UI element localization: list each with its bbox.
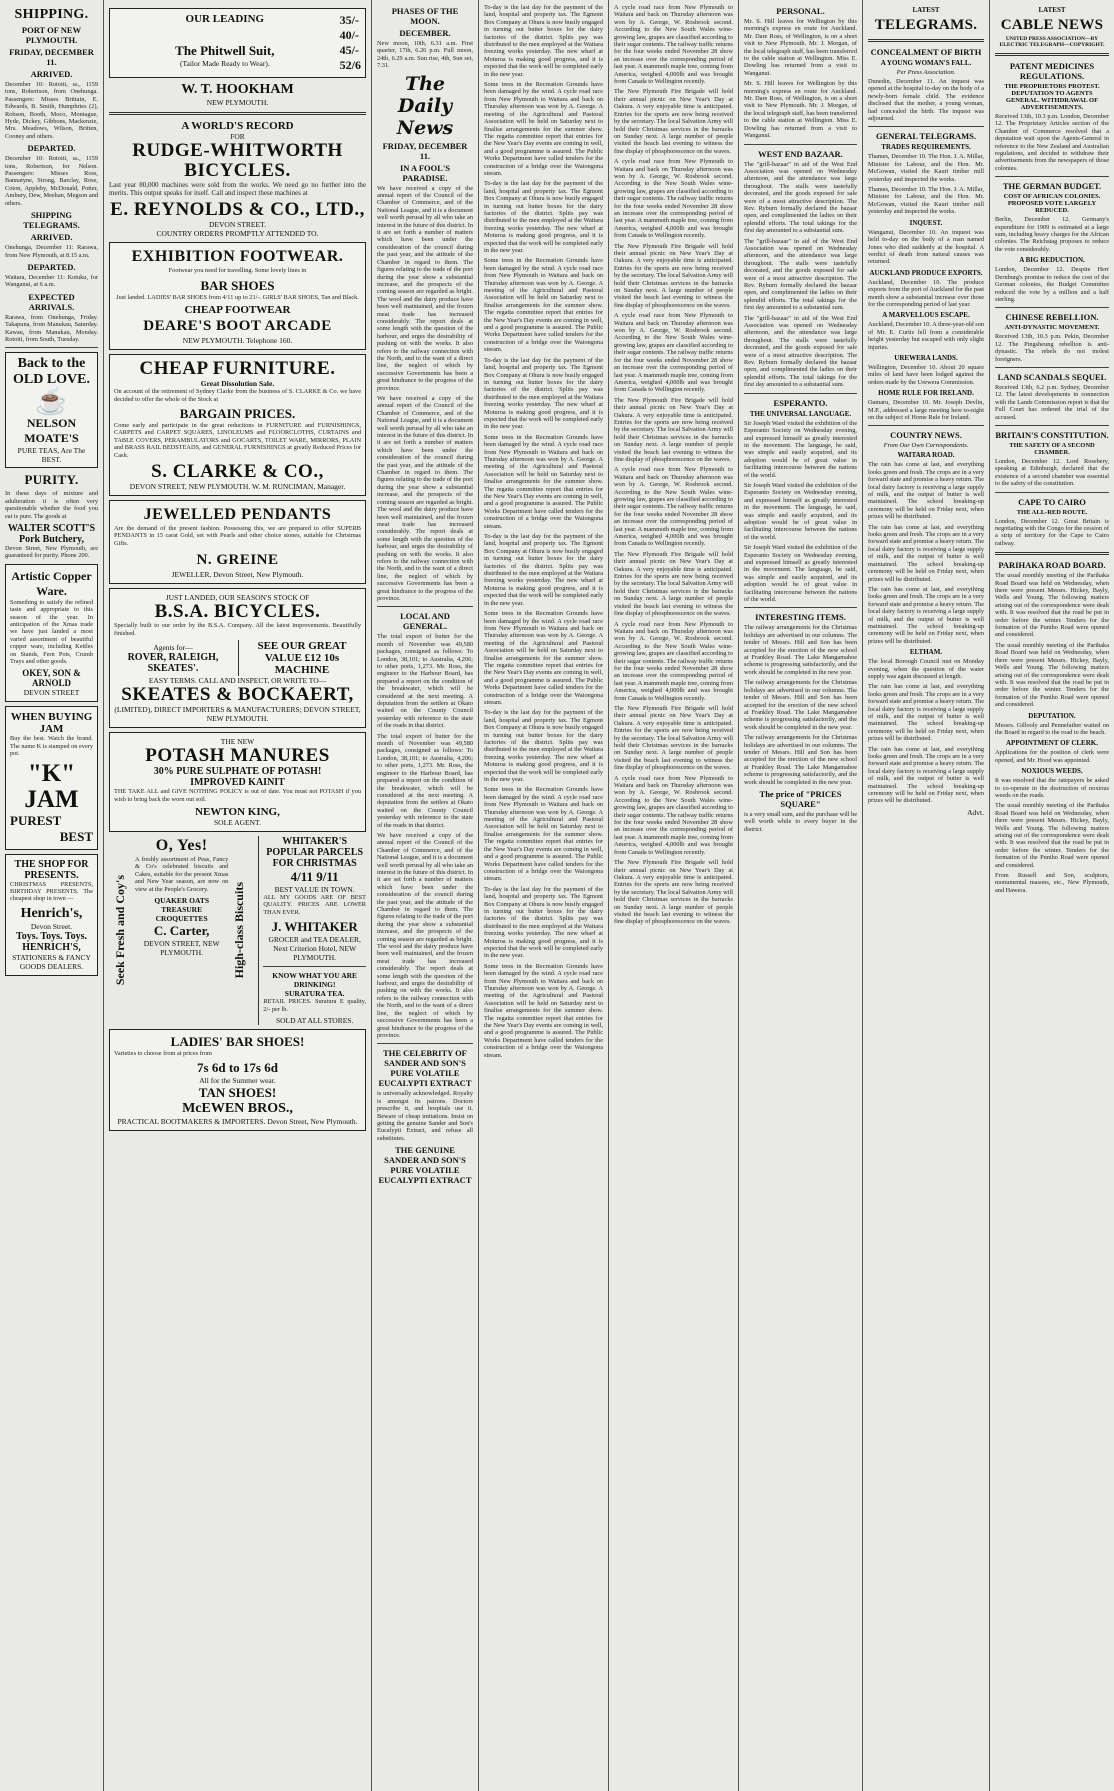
- escape-text: Auckland, December 10. A three-year-old son of Mr. E. Curtis fell from a considerable height yesterday but escaped with only slight injuries.: [868, 321, 984, 351]
- bazaar-text-cont: The "grill-bazaar" in aid of the West End Association was opened on Wednesday afternoon, and the attendance was large throughout. The stalls were tastefully decorated, and the goods exposed for sale were of a most attractive description. The Rev. Ryburn formally declared the bazaar open, and complimented the ladies on their splendid efforts. The total takings for the first day amounted to a substantial sum.: [744, 237, 857, 312]
- britain-heading: BRITAIN'S CONSTITUTION.: [995, 429, 1109, 440]
- column-personal: [739, 0, 862, 1791]
- oyes-heading: O, Yes!: [155, 836, 208, 854]
- column-cable: [990, 0, 1114, 1791]
- okey-sub: DEVON STREET: [23, 688, 80, 698]
- home-rule-heading: HOME RULE FOR IRELAND.: [878, 389, 974, 398]
- news-body: To-day is the last day for the payment of the land, hospital and property tax. The Egmont Box Company at Ohura is now busily engaged in turning out butter boxes for the dairy factories of the district. Splits pay was distributed to the men employed at the Waitara freezing works yesterday. The new wharf at Moturoa is making good progress, and it is expected that the work will be completed early in the new year.: [484, 356, 603, 431]
- news-body: Some trees in the Recreation Grounds have been damaged by the wind. A cycle road race from New Plymouth to Waitara and back on Thursday afternoon was won by A. George. A meeting of the Agricultural and Pastoral Association will be held on Saturday next to finalise arrangements for the summer show. The regatta committee report that entries for the New Year's Day events are coming in well, and a good programme is assured. The Public Works Department have called tenders for the construction of a bridge over the Waiongona stream.: [484, 786, 603, 883]
- cape-sub: THE ALL-RED ROUTE.: [1016, 508, 1088, 516]
- divider: [995, 53, 1109, 56]
- jam-advert: [5, 706, 98, 849]
- patent-text: Received 13th, 10.3 p.m. London, December 12. The Proprietary Articles section of the Chamber of Commerce resolved that a deputation wait upon the Agents-General in reference to the New Zealand and Australian regulations, and decided to withdraw their advertisements from the newspapers of those colonies.: [995, 113, 1109, 172]
- land-text: Received 13th, 6.2 p.m. Sydney, December 12. The latest developments in connection with the Lands Commission report is that the Full Court has ordered the trial of the accused.: [995, 383, 1109, 421]
- suratura: SURATURA TEA.: [284, 989, 345, 999]
- personal-heading: PERSONAL.: [776, 6, 825, 16]
- nelson-moate: NELSON MOATE'S: [24, 416, 79, 446]
- noxious-text: It was resolved that the ratepayers be asked to co-operate in the destruction of noxious weeds on the roads.: [995, 777, 1109, 799]
- price-heading: The price of "PRICES SQUARE": [759, 788, 842, 809]
- divider: [744, 393, 857, 394]
- chinese-sub: ANTI-DYNASTIC MOVEMENT.: [1004, 324, 1100, 332]
- sold-at: SOLD AT ALL STORES.: [275, 1015, 354, 1025]
- esperanto-text-cont: Sir Joseph Ward visited the exhibition of the Esperanto Society on Wednesday evening, and expressed himself as greatly interested in the movement. The language, he said, was simple and easily acquired, and its adoption would be of great value in facilitating intercourse between the nations of the world.: [744, 481, 857, 541]
- news-body: The New Plymouth Fire Brigade will hold their annual picnic on New Year's Day at Oakura. A very enjoyable time is anticipated. Entries for the sports are now being received by the secretary. The local Salvation Army will hold their Christmas services in the barracks on Sunday next. A large number of people visited the beach last evening to witness the fine display of phosphorescence on the waves.: [614, 859, 733, 926]
- news-body: A cycle road race from New Plymouth to Waitara and back on Thursday afternoon was won by A. George, W. Rosbrook second. According to the New South Wales wine-growing law, grapes are classified according to their sugar contents. The railway traffic returns for the four weeks ended November 28 show an increase over the corresponding period of last year. A mammoth maple tree, coming from America, weighed 4,000lb and was brought from Canada to Wellington recently.: [614, 158, 733, 240]
- expected-heading: EXPECTED ARRIVALS.: [28, 291, 75, 312]
- land-heading: LAND SCANDALS SEQUEL: [997, 371, 1107, 382]
- leader-body: We have received a copy of the annual report of the Council of the Chamber of Commerce, and of the National League, and it is a document well worth perusal by all who take an interest in the future of this district. In it are set forth a number of matters which have been under the consideration of the council during the past year, and the attitude of the Chamber in regard to them. The figures relating to the trade of the port during the year show a substantial increase, and the prospects of the coming season are regarded as bright. The wool and the dairy produce have been well maintained, and the frozen meat trade has increased considerably. The report deals at some length with the question of the harbour, and urges the desirability of pushing on with the works. It also refers to the railway connection with the North, and to the want of a direct line, the neglect of which by successive Governments has been a great hindrance to the progress of the province.: [377, 184, 473, 392]
- esperanto-heading: ESPERANTO.: [773, 397, 828, 408]
- henrichs-2-sub: STATIONERS & FANCY GOODS DEALERS.: [12, 952, 91, 971]
- henrichs: Henrich's,: [20, 905, 83, 921]
- bicycle-brands: ROVER, RALEIGH, SKEATES'.: [127, 651, 219, 674]
- record-sub: FOR: [230, 132, 245, 141]
- carter-sub: DEVON STREET, NEW PLYMOUTH.: [143, 938, 220, 957]
- phitwell: The Phitwell Suit,: [175, 43, 275, 58]
- furniture-text-2: Come early and participate in the great reductions in FURNITURE and FURNISHINGS, CARPETS and CARPET SQUARES, LINOLEUMS and FLOORCLOTHS, CURTAINS and TABLE COVERS, PERAMBULATORS and GOCARTS, TOILET WARE, MIRRORS, PLAIN and BRASS RAIL BEDSTEADS, and GENERAL FURNISHINGS at greatly Reduced Prices for Cash.: [114, 422, 361, 459]
- country-news-heading: COUNTRY NEWS.: [890, 430, 962, 441]
- oyes-text: A freshly assortment of Peas, Fancy & Co's celebrated biscuits and Cakes, suitable for the present Xmas and New Year season, are now on view at the People's Grocery.: [135, 855, 229, 893]
- price: 40/-: [339, 28, 359, 42]
- appointment-text: Applications for the position of clerk were opened, and Mr. Hood was appointed.: [995, 749, 1109, 764]
- deare-name: DEARE'S BOOT ARCADE: [143, 318, 332, 335]
- divider: [377, 1043, 473, 1044]
- cape-heading: CAPE TO CAIRO: [1018, 496, 1086, 507]
- eltham-heading: ELTHAM.: [909, 648, 943, 657]
- drinking: KNOW WHAT YOU ARE DRINKING!: [272, 971, 358, 990]
- arrived-heading: ARRIVED.: [30, 69, 73, 79]
- presents-advert: [5, 854, 98, 976]
- whitaker-text: ALL MY GOODS ARE OF BEST QUALITY. PRICES ARE LOWER THAN EVER.: [263, 893, 366, 916]
- mcewen-name: McEWEN BROS.,: [182, 1101, 293, 1117]
- cable-sub: UNITED PRESS ASSOCIATION—BY ELECTRIC TELEGRAPH—COPYRIGHT.: [999, 36, 1105, 48]
- divider: [995, 307, 1109, 308]
- tan-shoes: TAN SHOES!: [198, 1085, 277, 1101]
- purity-text: In these days of mixture and adulteration it is often very questionable whether the food you eat is pure. The goods at: [5, 490, 98, 520]
- potash-new: THE NEW: [220, 737, 255, 747]
- country-text: The rain has come at last, and everything looks green and fresh. The crops are in a very forward state and promise a heavy return. The local dairy factory is receiving a large supply of milk, and the output of butter is well maintained. The school breaking-up ceremony will be held on Friday next, when prizes will be distributed.: [868, 461, 984, 521]
- clarke-sub: DEVON STREET, NEW PLYMOUTH. W. M. RUNCIMAN, Manager.: [129, 482, 346, 492]
- easy-terms: EASY TERMS. CALL AND INSPECT, OR WRITE TO—: [148, 676, 327, 686]
- walter-scott: WALTER SCOTT'S: [7, 522, 96, 534]
- divider: [995, 552, 1109, 555]
- britain-sub: THE SAFETY OF A SECOND CHAMBER.: [1009, 441, 1095, 456]
- price: 52/6: [339, 58, 361, 72]
- port-heading: PORT OF NEW PLYMOUTH.: [21, 25, 82, 45]
- when-buying-jam: WHEN BUYING JAM: [10, 711, 93, 736]
- clarke-name: S. CLARKE & CO.,: [151, 461, 324, 483]
- tele-arrived-text: Onehunga, December 11: Rarawa, from New Plymouth, at 8.15 a.m.: [5, 244, 98, 259]
- urewera-heading: UREWERA LANDS.: [894, 353, 958, 362]
- hookham-name: W. T. HOOKHAM: [181, 82, 294, 97]
- price-text: is a very small sum, and the purchase will be well worth while to every buyer in the district.: [744, 810, 857, 833]
- column-adverts: [104, 0, 371, 1791]
- press-association: Per Press Association.: [896, 69, 956, 76]
- news-body: The New Plymouth Fire Brigade will hold their annual picnic on New Year's Day at Oakura. A very enjoyable time is anticipated. Entries for the sports are now being received by the secretary. The local Salvation Army will hold their Christmas services in the barracks on Sunday next. A large number of people visited the beach last evening to witness the fine display of phosphorescence on the waves.: [614, 88, 733, 155]
- reduction-text: London, December 12. Despite Herr Dernburg's promise to reduce the cost of the German colonies, the Budget Committee reduced the vote by a million and a half sterling.: [995, 266, 1109, 303]
- column-news-2: [609, 0, 738, 1791]
- parihaka-text-cont: The usual monthly meeting of the Parihaka Road Board was held on Wednesday, when there were present Messrs. Hickey, Bayly, Wells and Young. The following matters arising out of the correspondence were dealt with. It was resolved that the road be put in order before the winter. Tenders for the formation of the Puniho Road were opened and considered.: [995, 641, 1109, 709]
- country-text-cont: The rain has come at last, and everything looks green and fresh. The crops are in a very forward state and promise a heavy return. The local dairy factory is receiving a large supply of milk, and the output of butter is well maintained. The school breaking-up ceremony will be held on Friday next, when prizes will be distributed.: [868, 523, 984, 583]
- latest-label: LATEST: [912, 6, 940, 14]
- tele-departed-text: Waitara, December 11: Kotuku, for Wanganui, at 6 a.m.: [5, 273, 98, 289]
- cheap-footwear: CHEAP FOOTWEAR: [184, 304, 291, 317]
- budget-sub: COST OF AFRICAN COLONIES. PROPOSED VOTE LARGELY REDUCED.: [1003, 193, 1101, 215]
- local-general-heading: LOCAL AND GENERAL.: [400, 611, 450, 632]
- whitaker-heading: WHITAKER'S POPULAR PARCELS FOR CHRISTMAS: [266, 835, 364, 869]
- k-jam: "K" JAM: [24, 759, 79, 813]
- tea-advert: [5, 352, 98, 468]
- newton-sub: SOLE AGENT.: [214, 817, 261, 827]
- chinese-text: Received 13th, 10.3 p.m. Pekin, December 12. The Pingsheung rebellion is anti-dynastic. The rebels do not molest foreigners.: [995, 333, 1109, 363]
- whitaker-advert: [258, 836, 366, 1025]
- agents-label: Agents for—: [153, 642, 193, 652]
- furniture-heading: CHEAP FURNITURE.: [139, 358, 336, 380]
- sander-genuine: THE GENUINE SANDER AND SON'S PURE VOLATILE EUCALYPTI EXTRACT: [378, 1145, 472, 1186]
- sander-text: is universally acknowledged. Royalty is amongst its patrons. Doctors prescribe it, and hospitals use it. Beware of cheap imitations. Insist on getting the genuine Sander and Son's Eucalypti Extract, and refuse all substitutes.: [377, 1090, 473, 1142]
- whitaker-prices: 4/11 9/11: [290, 868, 339, 884]
- quaker-oats: QUAKER OATS: [154, 895, 209, 905]
- news-body: Some trees in the Recreation Grounds have been damaged by the wind. A cycle road race from New Plymouth to Waitara and back on Thursday afternoon was won by A. George. A meeting of the Agricultural and Pastoral Association will be held on Saturday next to finalise arrangements for the summer show. The regatta committee report that entries for the New Year's Day events are coming in well, and a good programme is assured. The Public Works Department have called tenders for the construction of a bridge over the Waiongona stream.: [484, 433, 603, 530]
- produce-text: Auckland, December 10. The produce exports from the port of Auckland for the past month show a substantial increase over those for the corresponding period of last year.: [868, 278, 984, 308]
- divider: [263, 966, 366, 967]
- parihaka-text: The usual monthly meeting of the Parihaka Road Board was held on Wednesday, when there were present Messrs. Hickey, Bayly, Wells and Young. The following matters arising out of the correspondence were dealt with. It was resolved that the road be put in order before the winter. Tenders for the formation of the Puniho Road were opened and considered.: [995, 572, 1109, 639]
- whitaker-sub: GROCER and TEA DEALER, Next Criterion Hotel, NEW PLYMOUTH.: [268, 935, 361, 963]
- jam-text: Buy the best. Watch the brand. The name K is stamped on every pot.: [10, 735, 93, 758]
- shipping-telegrams-heading: SHIPPING TELEGRAMS.: [23, 210, 80, 231]
- column-news-1: [479, 0, 608, 1791]
- divider: [995, 425, 1109, 426]
- news-body: A cycle road race from New Plymouth to Waitara and back on Thursday afternoon was won by A. George, W. Rosbrook second. According to the New South Wales wine-growing law, grapes are classified according to their sugar contents. The railway traffic returns for the four weeks ended November 28 show an increase over the corresponding period of last year. A mammoth maple tree, coming from America, weighed 4,000lb and was brought from Canada to Wellington recently.: [614, 312, 733, 394]
- skeates-sub: (LIMITED), DIRECT IMPORTERS & MANUFACTURERS; DEVON STREET, NEW PLYMOUTH.: [114, 705, 361, 724]
- carter-name: C. Carter,: [153, 922, 210, 938]
- potash-heading: POTASH MANURES: [145, 745, 330, 767]
- sander-heading: THE CELEBRITY OF SANDER AND SON'S PURE VOLATILE EUCALYPTI EXTRACT: [378, 1048, 472, 1089]
- leader-body-cont: We have received a copy of the annual report of the Council of the Chamber of Commerce, and of the National League, and it is a document well worth perusal by all who take an interest in the future of this district. In it are set forth a number of matters which have been under the consideration of the council during the past year, and the attitude of the Chamber in regard to them. The figures relating to the trade of the port during the year show a substantial increase, and the prospects of the coming season are regarded as bright. The wool and the dairy produce have been well maintained, and the frozen meat trade has increased considerably. The report deals at some length with the question of the harbour, and urges the desirability of pushing on with the works. It also refers to the railway connection with the North, and to the want of a direct line, the neglect of which by successive Governments has been a great hindrance to the progress of the province.: [377, 395, 473, 602]
- moon-text: New moon, 10th, 6.31 a.m. First quarter, 17th, 6.26 p.m. Full moon, 24th, 6.29 a.m. Sun rise, 4th, Sun set, 7.31.: [377, 40, 473, 70]
- cable-heading: CABLE NEWS: [1000, 17, 1104, 33]
- exhibition-text: Footwear you need for travelling. Some lovely lines in: [168, 267, 307, 275]
- conceal-heading: CONCEALMENT OF BIRTH: [870, 47, 982, 57]
- column-telegrams: [863, 0, 989, 1791]
- deputation-text: Messrs. Gillooly and Pennefather waited on the Board in regard to the road to the beach.: [995, 721, 1109, 736]
- deare-sub: NEW PLYMOUTH. Telephone 160.: [182, 336, 293, 346]
- shipping-date: FRIDAY, DECEMBER 11.: [9, 47, 94, 67]
- news-body: Some trees in the Recreation Grounds have been damaged by the wind. A cycle road race from New Plymouth to Waitara and back on Thursday afternoon was won by A. George. A meeting of the Agricultural and Pastoral Association will be held on Saturday next to finalise arrangements for the summer show. The regatta committee report that entries for the New Year's Day events are coming in well, and a good programme is assured. The Public Works Department have called tenders for the construction of a bridge over the Waiongona stream.: [484, 962, 603, 1059]
- noxious-heading: NOXIOUS WEEDS.: [1021, 767, 1083, 776]
- potash-line-1: 30% PURE SULPHATE OF POTASH!: [153, 766, 322, 778]
- hookham-sub: NEW PLYMOUTH.: [206, 98, 269, 107]
- ladies-text: Varieties to choose from at prices from: [114, 1049, 212, 1057]
- bsa-intro: JUST LANDED, OUR SEASON'S STOCK OF: [165, 593, 310, 603]
- interesting-text: The railway arrangements for the Christmas holidays are advertised in our columns. The tender of Messrs. Hill and Son has been accepted for the erection of the new school at Frankley Road. The Lake Mangamahoe scheme is progressing satisfactorily, and the work should be completed in the new year.: [744, 624, 857, 676]
- rudge-heading: RUDGE-WHITWORTH BICYCLES.: [132, 140, 343, 181]
- leading-heading: OUR LEADING: [185, 13, 265, 25]
- bottom-adverts: [109, 836, 366, 1025]
- cape-text: London, December 12. Great Britain is negotiating with the Congo for the cession of a strip of territory for the Cape to Cairo railway.: [995, 517, 1109, 547]
- column-shipping: [0, 0, 103, 1791]
- treasure: TREASURE: [161, 904, 203, 914]
- retail-prices: RETAIL PRICES. Suratura E quality, 2/- per lb.: [263, 998, 366, 1013]
- moon-heading: PHASES OF THE MOON.: [391, 6, 459, 26]
- trades-heading: TRADES REQUIREMENTS.: [881, 143, 971, 152]
- divider: [868, 126, 984, 127]
- ladies-sub: All for the Summer wear.: [199, 1076, 276, 1086]
- phitwell-sub: (Tailor Made Ready to Wear).: [179, 59, 270, 68]
- budget-heading: THE GERMAN BUDGET.: [1002, 181, 1102, 192]
- divider: [377, 606, 473, 607]
- urewera-text: Wellington, December 10. About 20 square miles of land have been lodged against the orders made by the Urewera Commission.: [868, 363, 984, 386]
- divider: [744, 607, 857, 608]
- mcewen-advert: [109, 1029, 366, 1131]
- personal-text: Mr. S. Hill leaves for Wellington by this morning's express en route for Auckland. Mr. Dare Ross, of Wellington, is on a short visit to New Plymouth. Mr. J. Morgan, of the local telegraph staff, has been transferred to the cable station at Wellington. Miss E. Dowling has returned from a visit to Wanganui.: [744, 18, 857, 77]
- price: 35/-: [339, 13, 359, 27]
- news-body: Some trees in the Recreation Grounds have been damaged by the wind. A cycle road race from New Plymouth to Waitara and back on Thursday afternoon was won by A. George. A meeting of the Agricultural and Pastoral Association will be held on Saturday next to finalise arrangements for the summer show. The regatta committee report that entries for the New Year's Day events are coming in well, and a good programme is assured. The Public Works Department have called tenders for the construction of a bridge over the Waiongona stream.: [484, 257, 603, 354]
- purest: PUREST: [10, 812, 62, 828]
- rudge-text: Last year 80,000 machines were sold from the works. We need go no further into the merits. This output speaks for itself. Call and inspect these machines at: [109, 181, 366, 198]
- patent-sub: THE PROPRIETORS PROTEST. DEPUTATION TO AGENTS GENERAL. WITHDRAWAL OF ADVERTISEMENTS.: [1004, 83, 1100, 111]
- divider: [995, 492, 1109, 493]
- exhibition-heading: EXHIBITION FOOTWEAR.: [131, 248, 344, 266]
- country-text-cont-4: The rain has come at last, and everything looks green and fresh. The crops are in a very forward state and promise a heavy return. The local dairy factory is receiving a large supply of milk, and the output of butter is well maintained. The school breaking-up ceremony will be held on Friday next, when prizes will be distributed.: [868, 745, 984, 805]
- parihaka-heading: PARIHAKA ROAD BOARD.: [998, 560, 1106, 571]
- exhibition-advert: [109, 242, 366, 350]
- column-leader: [372, 0, 478, 1791]
- pork-sub: Devon Street, New Plymouth, are guaranteed for purity. Phone 200.: [5, 544, 98, 560]
- reduction-heading: A BIG REDUCTION.: [1019, 256, 1085, 265]
- reynolds-sub: DEVON STREET.: [209, 220, 266, 230]
- news-body: A cycle road race from New Plymouth to Waitara and back on Thursday afternoon was won by A. George, W. Rosbrook second. According to the New South Wales wine-growing law, grapes are classified according to their sugar contents. The railway traffic returns for the four weeks ended November 28 show an increase over the corresponding period of last year. A mammoth maple tree, coming from America, weighed 4,000lb and was brought from Canada to Wellington recently.: [614, 620, 733, 702]
- ladies-heading: LADIES' BAR SHOES!: [170, 1033, 305, 1049]
- news-body: The New Plymouth Fire Brigade will hold their annual picnic on New Year's Day at Oakura. A very enjoyable time is anticipated. Entries for the sports are now being received by the secretary. The local Salvation Army will hold their Christmas services in the barracks on Sunday next. A large number of people visited the beach last evening to witness the fine display of phosphorescence on the waves.: [614, 704, 733, 772]
- divider: [995, 176, 1109, 177]
- copper-text: Something to satisfy the refined taste and appropriate to this season of the year. In anticipation of the Xmas trade we have just landed a most varied assortment of beautiful copper ware, including Kettles on Stands, Fern Pots, Crumb Trays and other goods.: [10, 598, 93, 666]
- britain-text: London, December 12. Lord Rosebery, speaking at Edinburgh, declared that the existence of a second chamber was essential to the safety of the constitution.: [995, 457, 1109, 488]
- seek-fresh-side: Seek Fresh and Coy's: [112, 875, 127, 986]
- budget-text: Berlin, December 12. Germany's expenditure for 1909 is estimated at a large sum, including heavy charges for the African colonies. The Reichstag proposes to reduce the vote considerably.: [995, 216, 1109, 253]
- departed-text: December 10: Rotoiti, ss., 1159 tons, Robertson, for Nelson. Passengers: Misses Ross, Bannatyne, Strong, Barclay, Rose, Coton, Appleby, McDonald, Potter, Ambury, Dew, Meehan, Megson and others.: [5, 155, 98, 207]
- bsa-advert: [109, 588, 366, 728]
- country-text-cont-3: The rain has come at last, and everything looks green and fresh. The crops are in a very forward state and promise a heavy return. The local dairy factory is receiving a large supply of milk, and the output of butter is well maintained. The school breaking-up ceremony will be held on Friday next, when prizes will be distributed.: [868, 683, 984, 743]
- moon-month: DECEMBER.: [399, 28, 451, 38]
- purity-heading: PURITY.: [24, 472, 79, 488]
- price: 45/-: [339, 43, 359, 57]
- back-to-old-love: Back to the OLD LOVE.: [12, 356, 90, 388]
- arrived-text: December 10: Rotoiti, ss., 1159 tons, Robertson, from Onehunga. Passengers: Misses Brittain, E. Edwards, B. Smith, Humphries (2), Robson, Booth, Moco, Montague, Hyde, Dickey, Gibbons, Mackenzie, Mrs. Meadows, Wilson, Britten, Cooney and others.: [5, 81, 98, 140]
- best: BEST: [59, 828, 93, 844]
- tele-arrived-heading: ARRIVED.: [30, 232, 73, 243]
- mcewen-sub: PRACTICAL BOOTMAKERS & IMPORTERS. Devon Street, New Plymouth.: [117, 1117, 358, 1127]
- potash-line-2: IMPROVED KAINIT: [190, 777, 285, 789]
- shop-text: CHRISTMAS PRESENTS, BIRTHDAY PRESENTS. The cheapest shop in town —: [10, 880, 93, 903]
- news-body: The New Plymouth Fire Brigade will hold their annual picnic on New Year's Day at Oakura. A very enjoyable time is anticipated. Entries for the sports are now being received by the secretary. The local Salvation Army will hold their Christmas services in the barracks on Sunday next. A large number of people visited the beach last evening to witness the fine display of phosphorescence on the waves.: [614, 242, 733, 309]
- exhibition-text-2: Just landed. LADIES' BAR SHOES from 4/11 up to 21/-. GIRLS' BAR SHOES, Tan and Black.: [116, 293, 359, 301]
- toys: Toys. Toys. Toys.: [15, 930, 88, 942]
- divider: [5, 347, 98, 348]
- furniture-sub: Great Dissolution Sale.: [200, 379, 275, 389]
- bsa-text: Specially built to our order by the B.S.A. Company. All the latest improvements. Beautifully finished.: [114, 622, 361, 637]
- news-body: To-day is the last day for the payment of the land, hospital and property tax. The Egmont Box Company at Ohura is now busily engaged in turning out butter boxes for the dairy factories of the district. Splits pay was distributed to the men employed at the Waitara freezing works yesterday. The new wharf at Moturoa is making good progress, and it is expected that the work will be completed early in the new year.: [484, 885, 603, 960]
- closing-text: From Russell and Son, sculptors, monumental masons, etc., New Plymouth, and Hawera.: [995, 872, 1109, 894]
- furniture-advert: [109, 354, 366, 496]
- personal-text-cont: Mr. S. Hill leaves for Wellington by this morning's express en route for Auckland. Mr. Dare Ross, of Wellington, is on a short visit to New Plymouth. Mr. J. Morgan, of the local telegraph staff, has been transferred to the cable station at Wellington. Miss E. Dowling has returned from a visit to Wanganui.: [744, 80, 857, 140]
- teapot-icon: ☕: [35, 387, 68, 417]
- pendants-heading: JEWELLED PENDANTS: [143, 506, 332, 524]
- escape-heading: A MARVELLOUS ESCAPE.: [882, 311, 970, 320]
- produce-heading: AUCKLAND PRODUCE EXPORTS.: [869, 268, 983, 277]
- trades-text-cont: Thames, December 10. The Hon. J. A. Millar, Minister for Labour, and the Hon. Mr. McGowan, visited the Kauri timber mill yesterday and inspected the works.: [868, 186, 984, 216]
- reynolds-note: COUNTRY ORDERS PROMPTLY ATTENDED TO.: [156, 229, 319, 239]
- news-body: The New Plymouth Fire Brigade will hold their annual picnic on New Year's Day at Oakura. A very enjoyable time is anticipated. Entries for the sports are now being received by the secretary. The local Salvation Army will hold their Christmas services in the barracks on Sunday next. A large number of people visited the beach last evening to witness the fine display of phosphorescence on the waves.: [614, 550, 733, 618]
- advt-label: Advt.: [967, 807, 984, 817]
- croquettes: CROQUETTES: [155, 913, 208, 923]
- bsa-heading: B.S.A. BICYCLES.: [154, 601, 321, 623]
- appointment-heading: APPOINTMENT OF CLERK.: [1006, 739, 1098, 748]
- furniture-text: On account of the retirement of Sydney Clarke from the business of S. CLARKE & Co. we have decided to offer the whole of the Stock at: [114, 388, 361, 403]
- esperanto-text-cont-2: Sir Joseph Ward visited the exhibition of the Esperanto Society on Wednesday evening, and expressed himself as greatly interested in the movement. The language, he said, was simple and easily acquired, and its adoption would be of great value in facilitating intercourse between the nations of the world.: [744, 544, 857, 604]
- general-telegrams-heading: GENERAL TELEGRAMS.: [876, 131, 976, 142]
- trades-text: Thames, December 10. The Hon. J. A. Millar, Minister for Labour, and the Hon. Mr. McGowan, visited the Kauri timber mill yesterday and inspected the works.: [868, 153, 984, 183]
- conceal-sub: A YOUNG WOMAN'S FALL.: [880, 59, 972, 67]
- news-body: To-day is the last day for the payment of the land, hospital and property tax. The Egmont Box Company at Ohura is now busily engaged in turning out butter boxes for the dairy factories of the district. Splits pay was distributed to the men employed at the Waitara freezing works yesterday. The new wharf at Moturoa is making good progress, and it is expected that the work will be completed early in the new year.: [484, 4, 603, 78]
- bar-shoes: BAR SHOES: [200, 277, 275, 293]
- potash-text: THE TAKE ALL and GIVE NOTHING POLICY is out of date. You must not POTASH if you wish to bring back the worn out soil.: [114, 788, 361, 803]
- esperanto-text: Sir Joseph Ward visited the exhibition of the Esperanto Society on Wednesday evening, and expressed himself as greatly interested in the movement. The language, he said, was simple and easily acquired, and its adoption would be of great value in facilitating intercourse between the nations of the world.: [744, 419, 857, 479]
- divider: [868, 39, 984, 42]
- copper-heading: Artistic Copper Ware.: [11, 568, 92, 598]
- newton-king: NEWTON KING,: [195, 805, 280, 818]
- biscuits-side: High-class Biscuits: [232, 882, 247, 979]
- shipping-heading: SHIPPING.: [14, 7, 89, 22]
- copper-advert: [5, 564, 98, 703]
- news-body: To-day is the last day for the payment of the land, hospital and property tax. The Egmont Box Company at Ohura is now busily engaged in turning out butter boxes for the dairy factories of the district. Splits pay was distributed to the men employed at the Waitara freezing works yesterday. The new wharf at Moturoa is making good progress, and it is expected that the work will be completed early in the new year.: [484, 709, 603, 784]
- esperanto-sub: THE UNIVERSAL LANGUAGE.: [749, 409, 852, 418]
- bazaar-text-cont-2: The "grill-bazaar" in aid of the West End Association was opened on Wednesday afternoon, and the attendance was large throughout. The stalls were tastefully decorated, and the goods exposed for sale were of a most attractive description. The Rev. Ryburn formally declared the bazaar open, and complimented the ladies on their splendid efforts. The total takings for the first day amounted to a substantial sum.: [744, 314, 857, 389]
- deputation-heading: DEPUTATION.: [1028, 711, 1076, 720]
- divider: [109, 112, 366, 115]
- reynolds-name: E. REYNOLDS & CO., LTD.,: [110, 199, 365, 221]
- country-sub: From Our Own Correspondents.: [883, 442, 969, 450]
- nelson-sub: PURE TEAS, Are The BEST.: [17, 446, 86, 465]
- divider: [995, 367, 1109, 368]
- home-rule-text: Oamaru, December 10. Mr. Joseph Devlin, M.P., addressed a large meeting here to-night on the subject of Home Rule for Ireland.: [868, 399, 984, 421]
- chinese-heading: CHINESE REBELLION.: [1005, 312, 1099, 323]
- local-body-cont: The total export of butter for the month of November was 49,580 packages, consigned as follows: To London, 38,101; to Australia, 4,206; to other ports, 1,273. Mr. Ross, the engineer to the Harbour Board, has prepared a report on the condition of the breakwater, which will be considered at the next meeting. A deputation from the settlers at Okato waited on the County Council yesterday with reference to the state of the roads in that district.: [377, 732, 473, 829]
- carter-advert: [135, 836, 228, 1025]
- news-body: To-day is the last day for the payment of the land, hospital and property tax. The Egmont Box Company at Ohura is now busily engaged in turning out butter boxes for the dairy factories of the district. Splits pay was distributed to the men employed at the Waitara freezing works yesterday. The new wharf at Moturoa is making good progress, and it is expected that the work will be completed early in the new year.: [484, 180, 603, 254]
- pork-butchery: Pork Butchery,: [19, 533, 84, 545]
- shop-heading: THE SHOP FOR PRESENTS.: [14, 858, 89, 881]
- masthead: The Daily News: [396, 72, 454, 139]
- pendants-text: Are the demand of the present fashion. Possessing this, we are prepared to offer SUPERB PENDANTS in 15 carat Gold, set with Pearls and other choice stones, suitable for Christmas Gifts.: [114, 525, 361, 547]
- pendants-advert: [109, 500, 366, 584]
- bazaar-heading: WEST END BAZAAR.: [758, 148, 843, 159]
- inquest-heading: INQUEST.: [909, 218, 943, 227]
- inquest-text: Wanganui, December 10. An inquest was held to-day on the body of a man named Jones who died suddenly at the hospital. A verdict of death from natural causes was returned.: [868, 228, 984, 266]
- news-body: A cycle road race from New Plymouth to Waitara and back on Thursday afternoon was won by A. George, W. Rosbrook second. According to the New South Wales wine-growing law, grapes are classified according to their sugar contents. The railway traffic returns for the four weeks ended November 28 show an increase over the corresponding period of last year. A mammoth maple tree, coming from America, weighed 4,000lb and was brought from Canada to Wellington recently.: [614, 774, 733, 856]
- tele-departed-heading: DEPARTED.: [27, 261, 76, 272]
- departed-heading: DEPARTED.: [27, 143, 76, 154]
- news-body: A cycle road race from New Plymouth to Waitara and back on Thursday afternoon was won by A. George, W. Rosbrook second. According to the New South Wales wine-growing law, grapes are classified according to their sugar contents. The railway traffic returns for the four weeks ended November 28 show an increase over the corresponding period of last year. A mammoth maple tree, coming from America, weighed 4,000lb and was brought from Canada to Wellington recently.: [614, 466, 733, 548]
- bargain-prices: BARGAIN PRICES.: [179, 406, 296, 422]
- expected-text: Rarawa, from Onehunga, Friday. Takapuna, from Manukau, Saturday. Kawau, from Manukau, Monday. Rotoiti, from South, Tuesday.: [5, 313, 98, 343]
- news-body: A cycle road race from New Plymouth to Waitara and back on Thursday afternoon was won by A. George, W. Rosbrook second. According to the New South Wales wine-growing law, grapes are classified according to their sugar contents. The railway traffic returns for the four weeks ended November 28 show an increase over the corresponding period of last year. A mammoth maple tree, coming from America, weighed 4,000lb and was brought from Canada to Wellington recently.: [614, 4, 733, 86]
- telegrams-heading: TELEGRAMS.: [874, 17, 978, 33]
- record-heading: A WORLD'S RECORD: [181, 120, 294, 132]
- interesting-text-cont-2: The railway arrangements for the Christmas holidays are advertised in our columns. The tender of Messrs. Hill and Son has been accepted for the erection of the new school at Frankley Road. The Lake Mangamahoe scheme is progressing satisfactorily, and the work should be completed in the new year.: [744, 734, 857, 786]
- conceal-text: Dunedin, December 11. An inquest was opened at the hospital to-day on the body of a newly-born female child. The evidence disclosed that the mother, a young woman, had concealed the birth. The inquest was adjourned.: [868, 78, 984, 123]
- bazaar-text: The "grill-bazaar" in aid of the West End Association was opened on Wednesday afternoon, and the attendance was large throughout. The stalls were tastefully decorated, and the goods exposed for sale were of a most attractive description. The Rev. Ryburn formally declared the bazaar open, and complimented the ladies on their splendid efforts. The total takings for the first day amounted to a substantial sum.: [744, 160, 857, 235]
- waitara-heading: WAITARA ROAD.: [897, 451, 955, 460]
- divider: [744, 144, 857, 145]
- hookham-advert: [109, 8, 366, 78]
- news-body: Some trees in the Recreation Grounds have been damaged by the wind. A cycle road race from New Plymouth to Waitara and back on Thursday afternoon was won by A. George. A meeting of the Agricultural and Pastoral Association will be held on Saturday next to finalise arrangements for the summer show. The regatta committee report that entries for the New Year's Day events are coming in well, and a good programme is assured. The Public Works Department have called tenders for the construction of a bridge over the Waiongona stream.: [484, 81, 603, 177]
- eltham-text: The local Borough Council met on Monday evening, when the question of the water supply was again discussed at length.: [868, 658, 984, 680]
- local-body: The total export of butter for the month of November was 49,580 packages, consigned as follows: To London, 38,101; to Australia, 4,206; to other ports, 1,273. Mr. Ross, the engineer to the Harbour Board, has prepared a report on the condition of the breakwater, which will be considered at the next meeting. A deputation from the settlers at Okato waited on the County Council yesterday with reference to the state of the roads in that district.: [377, 633, 473, 730]
- leader-title: IN A FOOL'S PARADISE.: [399, 162, 451, 183]
- greine-name: N. GREINE: [196, 552, 279, 569]
- masthead-date: FRIDAY, DECEMBER 11.: [382, 140, 468, 161]
- news-body: To-day is the last day for the payment of the land, hospital and property tax. The Egmont Box Company at Ohura is now busily engaged in turning out butter boxes for the dairy factories of the district. Splits pay was distributed to the men employed at the Waitara freezing works yesterday. The new wharf at Moturoa is making good progress, and it is expected that the work will be completed early in the new year.: [484, 533, 603, 607]
- skeates-name: SKEATES & BOCKAERT,: [121, 684, 354, 706]
- ladies-price: 7s 6d to 17s 6d: [197, 1060, 278, 1076]
- price-list: [340, 13, 361, 73]
- whitaker-name: J. WHITAKER: [271, 919, 358, 935]
- greine-sub: JEWELLER, Devon Street, New Plymouth.: [171, 570, 304, 580]
- parihaka-text-cont-2: The usual monthly meeting of the Parihaka Road Board was held on Wednesday, when there were present Messrs. Hickey, Bayly, Wells and Young. The following matters arising out of the correspondence were dealt with. It was resolved that the road be put in order before the winter. Tenders for the formation of the Puniho Road were opened and considered.: [995, 802, 1109, 869]
- divider: [868, 425, 984, 426]
- patent-heading: PATENT MEDICINES REGULATIONS.: [1009, 61, 1095, 81]
- henrichs-2: HENRICH'S,: [22, 941, 81, 953]
- interesting-heading: INTERESTING ITEMS.: [755, 612, 846, 623]
- whitaker-best: BEST VALUE IN TOWN.: [274, 884, 355, 894]
- okey-name: OKEY, SON & ARNOLD: [22, 668, 81, 689]
- potash-advert: [109, 732, 366, 832]
- interesting-text-cont: The railway arrangements for the Christmas holidays are advertised in our columns. The tender of Messrs. Hill and Son has been accepted for the erection of the new school at Frankley Road. The Lake Mangamahoe scheme is progressing satisfactorily, and the work should be completed in the new year.: [744, 679, 857, 731]
- great-value: SEE OUR GREAT VALUE £12 10s MACHINE: [257, 640, 347, 677]
- henrichs-sub: Devon Street.: [30, 921, 73, 931]
- news-body: Some trees in the Recreation Grounds have been damaged by the wind. A cycle road race from New Plymouth to Waitara and back on Thursday afternoon was won by A. George. A meeting of the Agricultural and Pastoral Association will be held on Saturday next to finalise arrangements for the summer show. The regatta committee report that entries for the New Year's Day events are coming in well, and a good programme is assured. The Public Works Department have called tenders for the construction of a bridge over the Waiongona stream.: [484, 610, 603, 706]
- local-body-cont-2: We have received a copy of the annual report of the Council of the Chamber of Commerce, and of the National League, and it is a document well worth perusal by all who take an interest in the future of this district. In it are set forth a number of matters which have been under the consideration of the council during the past year, and the attitude of the Chamber in regard to them. The figures relating to the trade of the port during the year show a substantial increase, and the prospects of the coming season are regarded as bright. The wool and the dairy produce have been well maintained, and the frozen meat trade has increased considerably. The report deals at some length with the question of the harbour, and urges the desirability of pushing on with the works. It also refers to the railway connection with the North, and to the want of a direct line, the neglect of which by successive Governments has been a great hindrance to the progress of the province.: [377, 831, 473, 1039]
- latest-label: LATEST: [1038, 6, 1066, 14]
- country-text-cont-2: The rain has come at last, and everything looks green and fresh. The crops are in a very forward state and promise a heavy return. The local dairy factory is receiving a large supply of milk, and the output of butter is well maintained. The school breaking-up ceremony will be held on Friday next, when prizes will be distributed.: [868, 585, 984, 645]
- news-body: The New Plymouth Fire Brigade will hold their annual picnic on New Year's Day at Oakura. A very enjoyable time is anticipated. Entries for the sports are now being received by the secretary. The local Salvation Army will hold their Christmas services in the barracks on Sunday next. A large number of people visited the beach last evening to witness the fine display of phosphorescence on the waves.: [614, 396, 733, 463]
